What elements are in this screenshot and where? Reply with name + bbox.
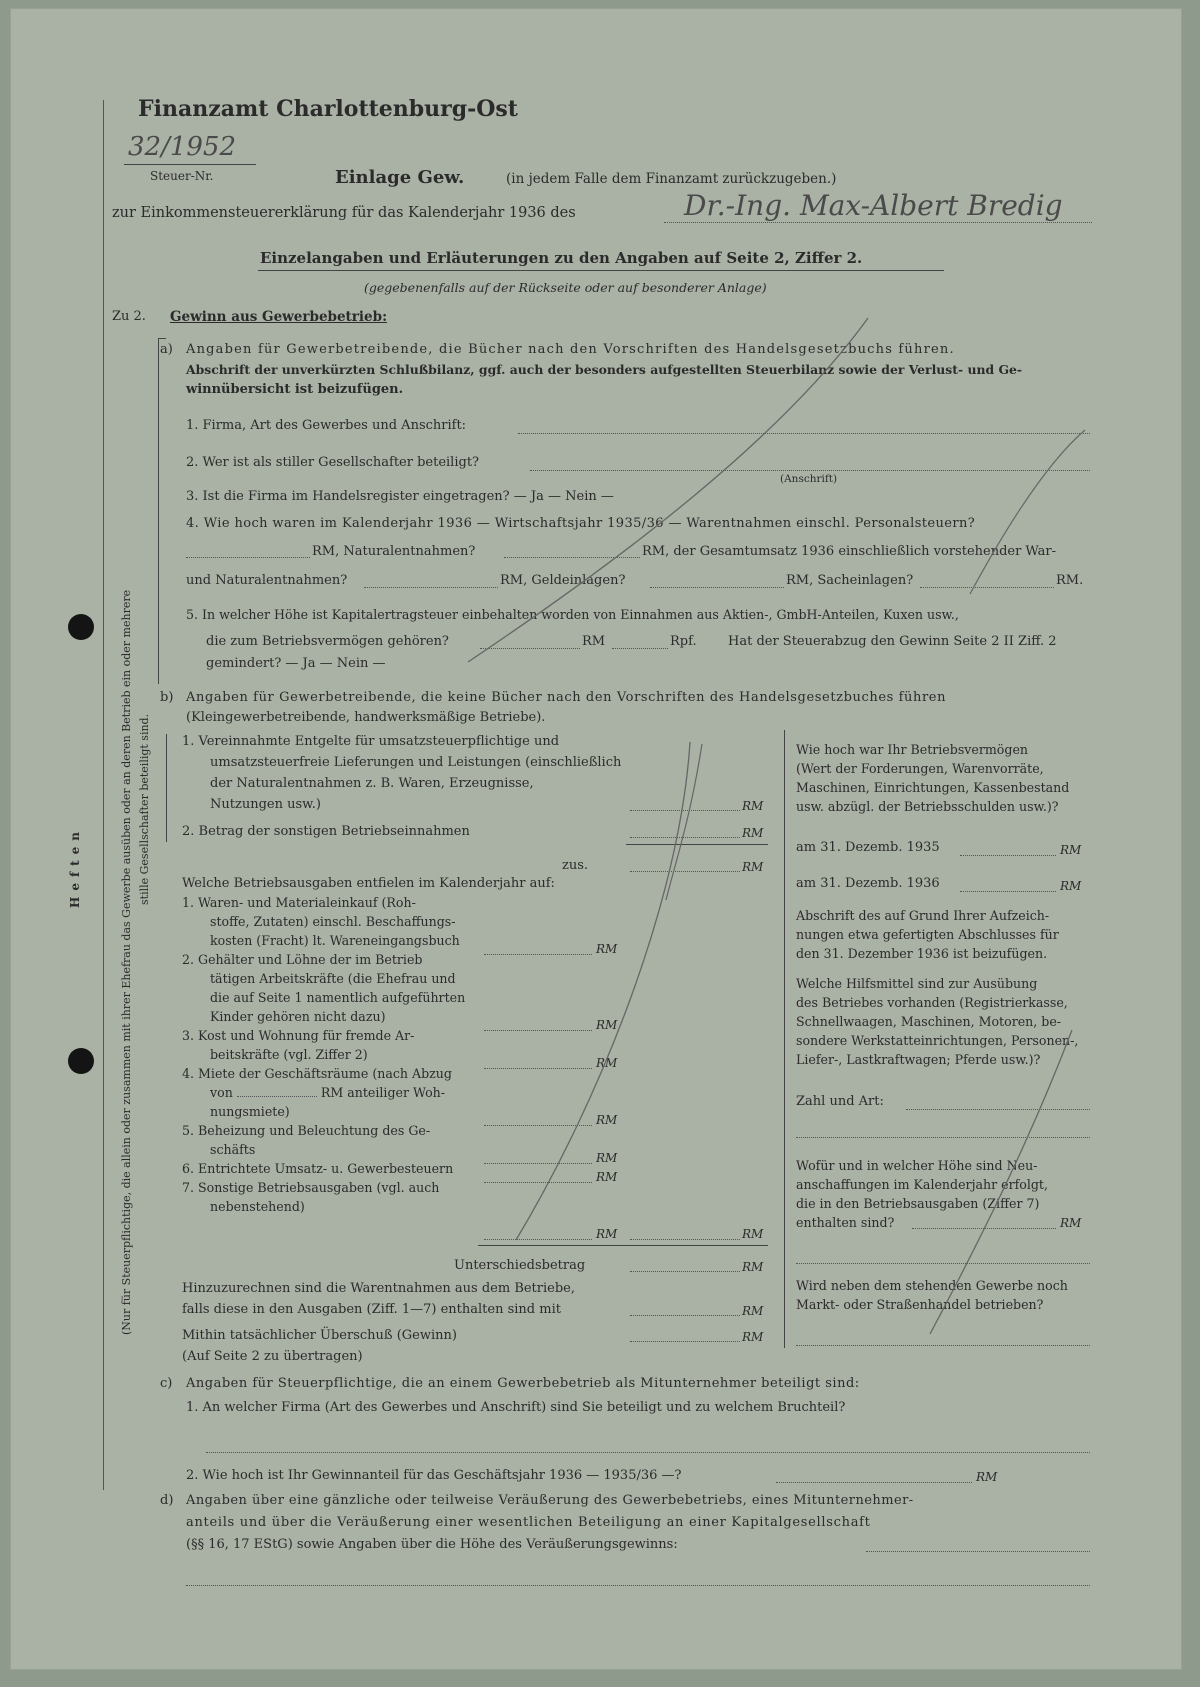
- ausgabe-3b: beitskräfte (vgl. Ziffer 2): [210, 1047, 368, 1062]
- ausgabe-2-rm: RM: [596, 1018, 618, 1032]
- section-title: Einzelangaben und Erläuterungen zu den Angaben auf Seite 2, Ziffer 2.: [260, 249, 863, 267]
- right-hilfsmittel-1: Welche Hilfsmittel sind zur Ausübung: [796, 976, 1038, 991]
- section-b-intro-2: (Kleingewerbetreibende, handwerksmäßige Betriebe).: [186, 710, 546, 725]
- side-note-second: stille Gesellschafter beteiligt sind.: [138, 713, 151, 905]
- ausgabe-3-rm: RM: [596, 1056, 618, 1070]
- right-1936-label: am 31. Dezemb. 1936: [796, 876, 940, 891]
- ausgabe-1a: 1. Waren- und Materialeinkauf (Roh-: [182, 895, 416, 910]
- right-neu-4: enthalten sind?: [796, 1215, 895, 1230]
- heften-label: Heften: [68, 825, 82, 908]
- q-a4-line-2a: RM, Naturalentnahmen?: [312, 544, 476, 559]
- q-a4-line-1: 4. Wie hoch waren im Kalenderjahr 1936 — Wirtschaftsjahr 1935/36 — Warentnahmen einschl. Personalsteuern?: [186, 516, 976, 531]
- q-a2-label: 2. Wer ist als stiller Gesellschafter beteiligt?: [186, 455, 480, 470]
- right-neu-2: anschaffungen im Kalenderjahr erfolgt,: [796, 1177, 1048, 1192]
- ausgabe-7b: nebenstehend): [210, 1199, 305, 1214]
- q-a2-sub: (Anschrift): [780, 473, 838, 485]
- b-item1-line2: umsatzsteuerfreie Lieferungen und Leistungen (einschließlich: [210, 755, 622, 770]
- section-c-intro: Angaben für Steuerpflichtige, die an einem Gewerbebetrieb als Mitunternehmer beteiligt sind:: [186, 1376, 860, 1391]
- pencil-strike-a: [468, 318, 868, 662]
- right-q1-line-1: Wie hoch war Ihr Betriebsvermögen: [796, 742, 1029, 757]
- q-a3-label: 3. Ist die Firma im Handelsregister eingetragen? — Ja — Nein —: [186, 489, 614, 504]
- zu2-label: Zu 2.: [112, 309, 146, 324]
- section-c-q1: 1. An welcher Firma (Art des Gewerbes und Anschrift) sind Sie beteiligt und zu welchem Bruchteil?: [186, 1400, 846, 1415]
- ausgabe-7-rm: RM: [596, 1227, 618, 1241]
- right-1936-rm: RM: [1060, 879, 1082, 893]
- right-q1-line-2: (Wert der Forderungen, Warenvorräte,: [796, 761, 1044, 776]
- right-q1-line-4: usw. abzügl. der Betriebsschulden usw.)?: [796, 799, 1059, 814]
- b-item1-rm: RM: [742, 799, 764, 813]
- section-note: (gegebenenfalls auf der Rückseite oder auf besonderer Anlage): [364, 280, 767, 295]
- ausgabe-6: 6. Entrichtete Umsatz- u. Gewerbesteuern: [182, 1161, 454, 1176]
- right-1935-label: am 31. Dezemb. 1935: [796, 840, 940, 855]
- q-a5-line-2c: Rpf.: [670, 634, 697, 649]
- ausgabe-1-rm: RM: [596, 942, 618, 956]
- unterschied-rm: RM: [742, 1260, 764, 1274]
- ausgabe-4b-rm: RM anteiliger Woh-: [320, 1085, 446, 1100]
- b-ausgaben-head: Welche Betriebsausgaben entfielen im Kalenderjahr auf:: [182, 876, 555, 891]
- side-note-main: (Nur für Steuerpflichtige, die allein oder zusammen mit ihrer Ehefrau das Gewerbe ausüben oder an deren Betrieb ein oder mehrere: [120, 589, 133, 1335]
- ausgabe-5-rm: RM: [596, 1151, 618, 1165]
- right-hilfsmittel-3: Schnellwaagen, Maschinen, Motoren, be-: [796, 1014, 1062, 1029]
- ausgabe-7a: 7. Sonstige Betriebsausgaben (vgl. auch: [182, 1180, 440, 1195]
- form-title: Einlage Gew.: [335, 167, 465, 188]
- right-1935-rm: RM: [1060, 843, 1082, 857]
- q-a5-line-2d: Hat der Steuerabzug den Gewinn Seite 2 II Ziff. 2: [728, 634, 1057, 649]
- q-a1-label: 1. Firma, Art des Gewerbes und Anschrift:: [186, 418, 467, 433]
- q-a5-line-2b: RM: [582, 634, 606, 649]
- taxpayer-handwritten: Dr.-Ing. Max-Albert Bredig: [684, 189, 1063, 222]
- ausgabe-1c: kosten (Fracht) lt. Wareneingangsbuch: [210, 933, 460, 948]
- hinzu-line-2: falls diese in den Ausgaben (Ziff. 1—7) enthalten sind mit: [182, 1302, 561, 1317]
- b-zus-rm: RM: [742, 860, 764, 874]
- section-b-letter: b): [160, 690, 174, 705]
- pencil-strike-b-right: [930, 1030, 1072, 1334]
- section-c-letter: c): [160, 1376, 173, 1391]
- section-a-intro-1: Angaben für Gewerbetreibende, die Bücher nach den Vorschriften des Handelsgesetzbuchs führen.: [186, 342, 955, 357]
- ausgabe-3a: 3. Kost und Wohnung für fremde Ar-: [182, 1028, 415, 1043]
- office-name: Finanzamt Charlottenburg-Ost: [138, 96, 518, 122]
- mithin-rm: RM: [742, 1330, 764, 1344]
- right-hilfsmittel-5: Liefer-, Lastkraftwagen; Pferde usw.)?: [796, 1052, 1041, 1067]
- section-d-line-2: anteils und über die Veräußerung einer wesentlichen Beteiligung an einer Kapitalgesellschaft: [186, 1515, 871, 1530]
- b-item1-line4: Nutzungen usw.): [210, 797, 321, 812]
- right-neu-rm: RM: [1060, 1216, 1082, 1230]
- q-a4-line-3b: RM, Geldeinlagen?: [500, 573, 626, 588]
- form-note: (in jedem Falle dem Finanzamt zurückzugeben.): [506, 171, 837, 187]
- right-neu-3: die in den Betriebsausgaben (Ziffer 7): [796, 1196, 1040, 1211]
- right-hilfsmittel-2: des Betriebes vorhanden (Registrierkasse,: [796, 995, 1068, 1010]
- b-item2-label: 2. Betrag der sonstigen Betriebseinnahmen: [182, 824, 470, 839]
- unterschied-label: Unterschiedsbetrag: [454, 1258, 586, 1273]
- hinzu-line-1: Hinzuzurechnen sind die Warentnahmen aus dem Betriebe,: [182, 1281, 575, 1296]
- section-c-q2-rm: RM: [976, 1470, 998, 1484]
- mithin-line-1: Mithin tatsächlicher Überschuß (Gewinn): [182, 1328, 457, 1343]
- ausgabe-2a: 2. Gehälter und Löhne der im Betrieb: [182, 952, 423, 967]
- q-a4-line-3d: RM.: [1056, 573, 1084, 588]
- section-d-letter: d): [160, 1493, 174, 1508]
- right-markt-1: Wird neben dem stehenden Gewerbe noch: [796, 1278, 1068, 1293]
- right-abschrift-2: nungen etwa gefertigten Abschlusses für: [796, 927, 1059, 942]
- right-abschrift-1: Abschrift des auf Grund Ihrer Aufzeich-: [796, 908, 1050, 923]
- ausgabe-5b: schäfts: [210, 1142, 256, 1157]
- ausgabe-1b: stoffe, Zutaten) einschl. Beschaffungs-: [210, 914, 456, 929]
- ausgabe-2c: die auf Seite 1 namentlich aufgeführten: [210, 990, 466, 1005]
- ausgabe-5a: 5. Beheizung und Beleuchtung des Ge-: [182, 1123, 431, 1138]
- q-a5-line-2a: die zum Betriebsvermögen gehören?: [206, 634, 449, 649]
- ausgaben-total-rm: RM: [742, 1227, 764, 1241]
- pencil-strike-a2: [970, 430, 1085, 594]
- right-hilfsmittel-4: sondere Werkstatteinrichtungen, Personen-,: [796, 1033, 1079, 1048]
- ausgabe-2d: Kinder gehören nicht dazu): [210, 1009, 386, 1024]
- zu2-title: Gewinn aus Gewerbebetrieb:: [170, 309, 388, 325]
- right-markt-2: Markt- oder Straßenhandel betrieben?: [796, 1297, 1044, 1312]
- section-d-line-1: Angaben über eine gänzliche oder teilweise Veräußerung des Gewerbebetriebs, eines Mitunternehmer-: [186, 1493, 914, 1508]
- ausgabe-4c: nungsmiete): [210, 1104, 290, 1119]
- ausgabe-6-rm: RM: [596, 1170, 618, 1184]
- section-a-intro-3: winnübersicht ist beizufügen.: [186, 382, 404, 397]
- section-b-intro-1: Angaben für Gewerbetreibende, die keine Bücher nach den Vorschriften des Handelsgesetzbuches führen: [186, 690, 947, 705]
- ausgabe-2b: tätigen Arbeitskräfte (die Ehefrau und: [210, 971, 456, 986]
- b-item2-rm: RM: [742, 826, 764, 840]
- q-a5-line-3: gemindert? — Ja — Nein —: [206, 656, 386, 671]
- b-item1-line1: 1. Vereinnahmte Entgelte für umsatzsteuerpflichtige und: [182, 734, 560, 749]
- section-d-line-3: (§§ 16, 17 EStG) sowie Angaben über die Höhe des Veräußerungsgewinns:: [186, 1537, 678, 1552]
- section-c-q2: 2. Wie hoch ist Ihr Gewinnanteil für das Geschäftsjahr 1936 — 1935/36 —?: [186, 1468, 682, 1483]
- q-a4-line-3a: und Naturalentnahmen?: [186, 573, 348, 588]
- hinzu-rm: RM: [742, 1304, 764, 1318]
- mithin-line-2: (Auf Seite 2 zu übertragen): [182, 1349, 363, 1364]
- q-a4-line-2b: RM, der Gesamtumsatz 1936 einschließlich vorstehender War-: [642, 544, 1057, 559]
- pencil-strike-b-left: [516, 742, 690, 1240]
- section-a-intro-2: Abschrift der unverkürzten Schlußbilanz, ggf. auch der besonders aufgestellten Steuerbilanz sowie der Verlust- und Ge-: [186, 362, 1023, 377]
- right-zahl-label: Zahl und Art:: [796, 1094, 884, 1109]
- section-a-letter: a): [160, 342, 173, 357]
- tax-number-label: Steuer-Nr.: [150, 169, 214, 183]
- ausgabe-4a: 4. Miete der Geschäftsräume (nach Abzug: [182, 1066, 452, 1081]
- q-a4-line-3c: RM, Sacheinlagen?: [786, 573, 914, 588]
- ausgabe-4-rm: RM: [596, 1113, 618, 1127]
- q-a5-line-1: 5. In welcher Höhe ist Kapitalertragsteuer einbehalten worden von Einnahmen aus Aktien-, GmbH-Anteilen, Kuxen usw.,: [186, 607, 959, 622]
- right-neu-1: Wofür und in welcher Höhe sind Neu-: [796, 1158, 1038, 1173]
- pencil-strike-b-mid: [666, 744, 702, 900]
- b-item1-line3: der Naturalentnahmen z. B. Waren, Erzeugnisse,: [210, 776, 534, 791]
- b-zus-label: zus.: [562, 858, 589, 873]
- ausgabe-4b-von: von: [210, 1085, 233, 1100]
- declaration-line: zur Einkommensteuererklärung für das Kalenderjahr 1936 des: [112, 205, 576, 221]
- tax-number-handwritten: 32/1952: [128, 132, 237, 162]
- right-abschrift-3: den 31. Dezember 1936 ist beizufügen.: [796, 946, 1048, 961]
- right-q1-line-3: Maschinen, Einrichtungen, Kassenbestand: [796, 780, 1070, 795]
